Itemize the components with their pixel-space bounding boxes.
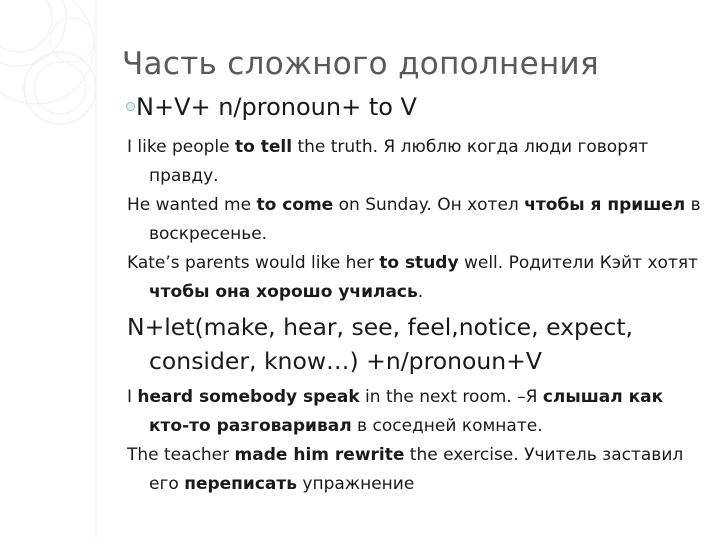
emphasis-text: to come [256,195,334,215]
sentence-text: the truth. Я люблю когда люди говорят правду. [149,137,649,186]
sentence-text: в соседней комнате. [351,416,543,436]
emphasis-text: слышал как кто-то разговаривал [149,387,664,436]
sentence-text: . [417,282,424,302]
decorative-circles [0,0,130,540]
example-sentence [127,191,707,249]
sentence-text: в воскресенье. [149,195,701,244]
sentence-text: the exercise. Учитель заставил его [149,445,684,494]
example-sentence [127,383,707,441]
emphasis-text: heard somebody speak [137,387,360,407]
emphasis-text: переписать [184,474,297,494]
sentence-text: Kate’s parents would like her [127,253,380,273]
slide-title: Часть сложного дополнения [122,46,599,82]
examples-group-1 [127,133,707,307]
example-sentence [127,249,707,307]
examples-group-2 [127,383,707,499]
emphasis-text: чтобы она хорошо училась [149,282,418,302]
sentence-text: He wanted me [127,195,257,215]
bullet-circle-icon [126,102,135,111]
sentence-text: упражнение [297,474,415,494]
emphasis-text: чтобы я пришел [524,195,686,215]
sentence-text: on Sunday. Он хотел [333,195,525,215]
example-sentence [127,133,707,191]
formula-bullet [136,93,417,121]
slide-body [127,133,707,499]
sentence-text: The teacher [127,445,235,465]
subheading-formula: N+let(make, hear, see, feel,notice, expect, consider, know…) +n/pronoun+V [127,313,634,375]
emphasis-text: to study [379,253,459,273]
sentence-text: I [127,387,138,407]
emphasis-text: to tell [235,137,293,157]
sentence-text: I like people [127,137,235,157]
sentence-text: well. Родители Кэйт хотят [458,253,698,273]
formula-text: N+V+ n/pronoun+ to V [136,93,417,121]
sentence-text: in the next room. –Я [359,387,543,407]
example-sentence [127,441,707,499]
emphasis-text: made him rewrite [234,445,405,465]
